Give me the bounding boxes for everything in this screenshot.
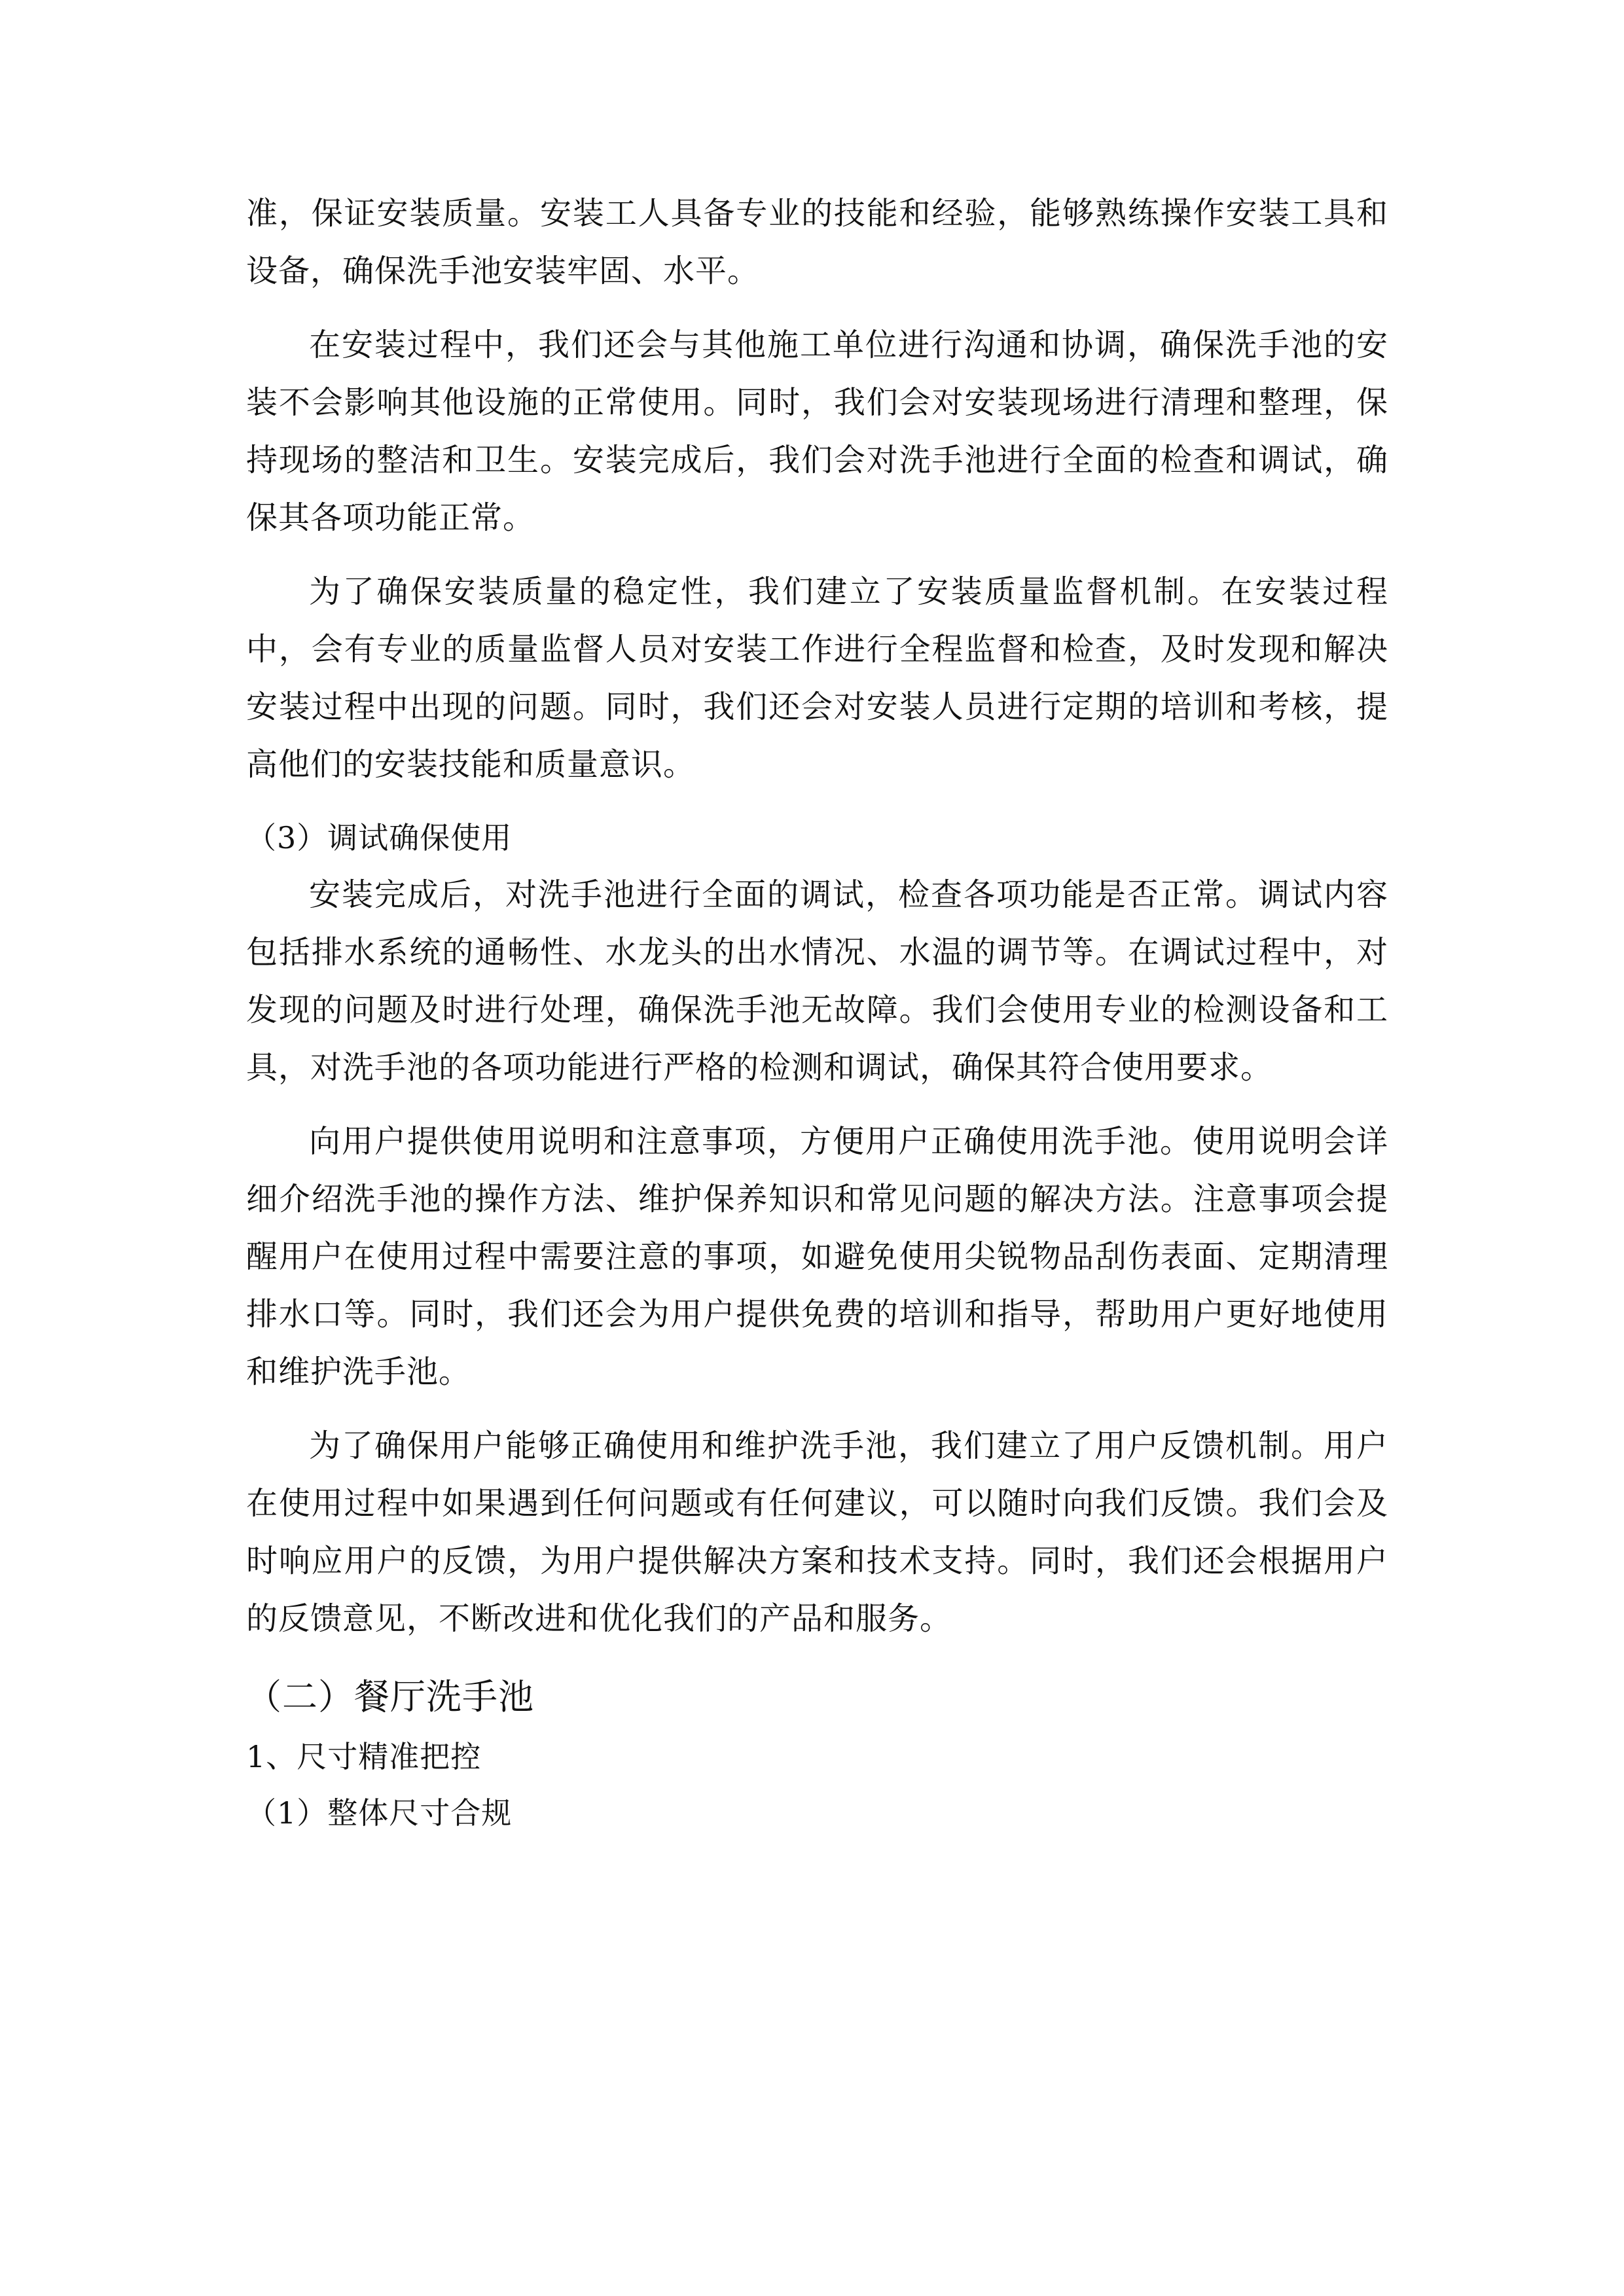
document-body [246, 185, 1388, 1841]
paragraph-debugging: 安装完成后，对洗手池进行全面的调试，检查各项功能是否正常。调试内容包括排水系统的通畅性、水龙头的出水情况、水温的调节等。在调试过程中，对发现的问题及时进行处理，确保洗手池无故障。我们会使用专业的检测设备和工具，对洗手池的各项功能进行严格的检测和调试，确保其符合使用要求。 [246, 876, 1388, 1086]
paragraph-installation-coordination: 在安装过程中，我们还会与其他施工单位进行沟通和协调，确保洗手池的安装不会影响其他设施的正常使用。同时，我们会对安装现场进行清理和整理，保持现场的整洁和卫生。安装完成后，我们会对洗手池进行全面的检查和调试，确保其各项功能正常。 [246, 327, 1388, 536]
item-heading-size-control: 1、尺寸精准把控 [246, 1739, 482, 1774]
paragraph-user-feedback: 为了确保用户能够正确使用和维护洗手池，我们建立了用户反馈机制。用户在使用过程中如果遇到任何问题或有任何建议，可以随时向我们反馈。我们会及时响应用户的反馈，为用户提供解决方案和技术支持。同时，我们还会根据用户的反馈意见，不断改进和优化我们的产品和服务。 [246, 1427, 1388, 1637]
section-heading-restaurant-sink: （二）餐厅洗手池 [246, 1676, 534, 1717]
paragraph-user-instructions: 向用户提供使用说明和注意事项，方便用户正确使用洗手池。使用说明会详细介绍洗手池的操作方法、维护保养知识和常见问题的解决方法。注意事项会提醒用户在使用过程中需要注意的事项，如避免使用尖锐物品刮伤表面、定期清理排水口等。同时，我们还会为用户提供免费的培训和指导，帮助用户更好地使用和维护洗手池。 [246, 1123, 1388, 1390]
subheading-debugging: （3）调试确保使用 [246, 820, 513, 855]
paragraph-quality-supervision: 为了确保安装质量的稳定性，我们建立了安装质量监督机制。在安装过程中，会有专业的质量监督人员对安装工作进行全程监督和检查，及时发现和解决安装过程中出现的问题。同时，我们还会对安装人员进行定期的培训和考核，提高他们的安装技能和质量意识。 [246, 573, 1388, 783]
paragraph-continuation: 准，保证安装质量。安装工人具备专业的技能和经验，能够熟练操作安装工具和设备，确保洗手池安装牢固、水平。 [246, 195, 1388, 289]
subitem-heading-overall-size: （1）整体尺寸合规 [246, 1795, 513, 1831]
